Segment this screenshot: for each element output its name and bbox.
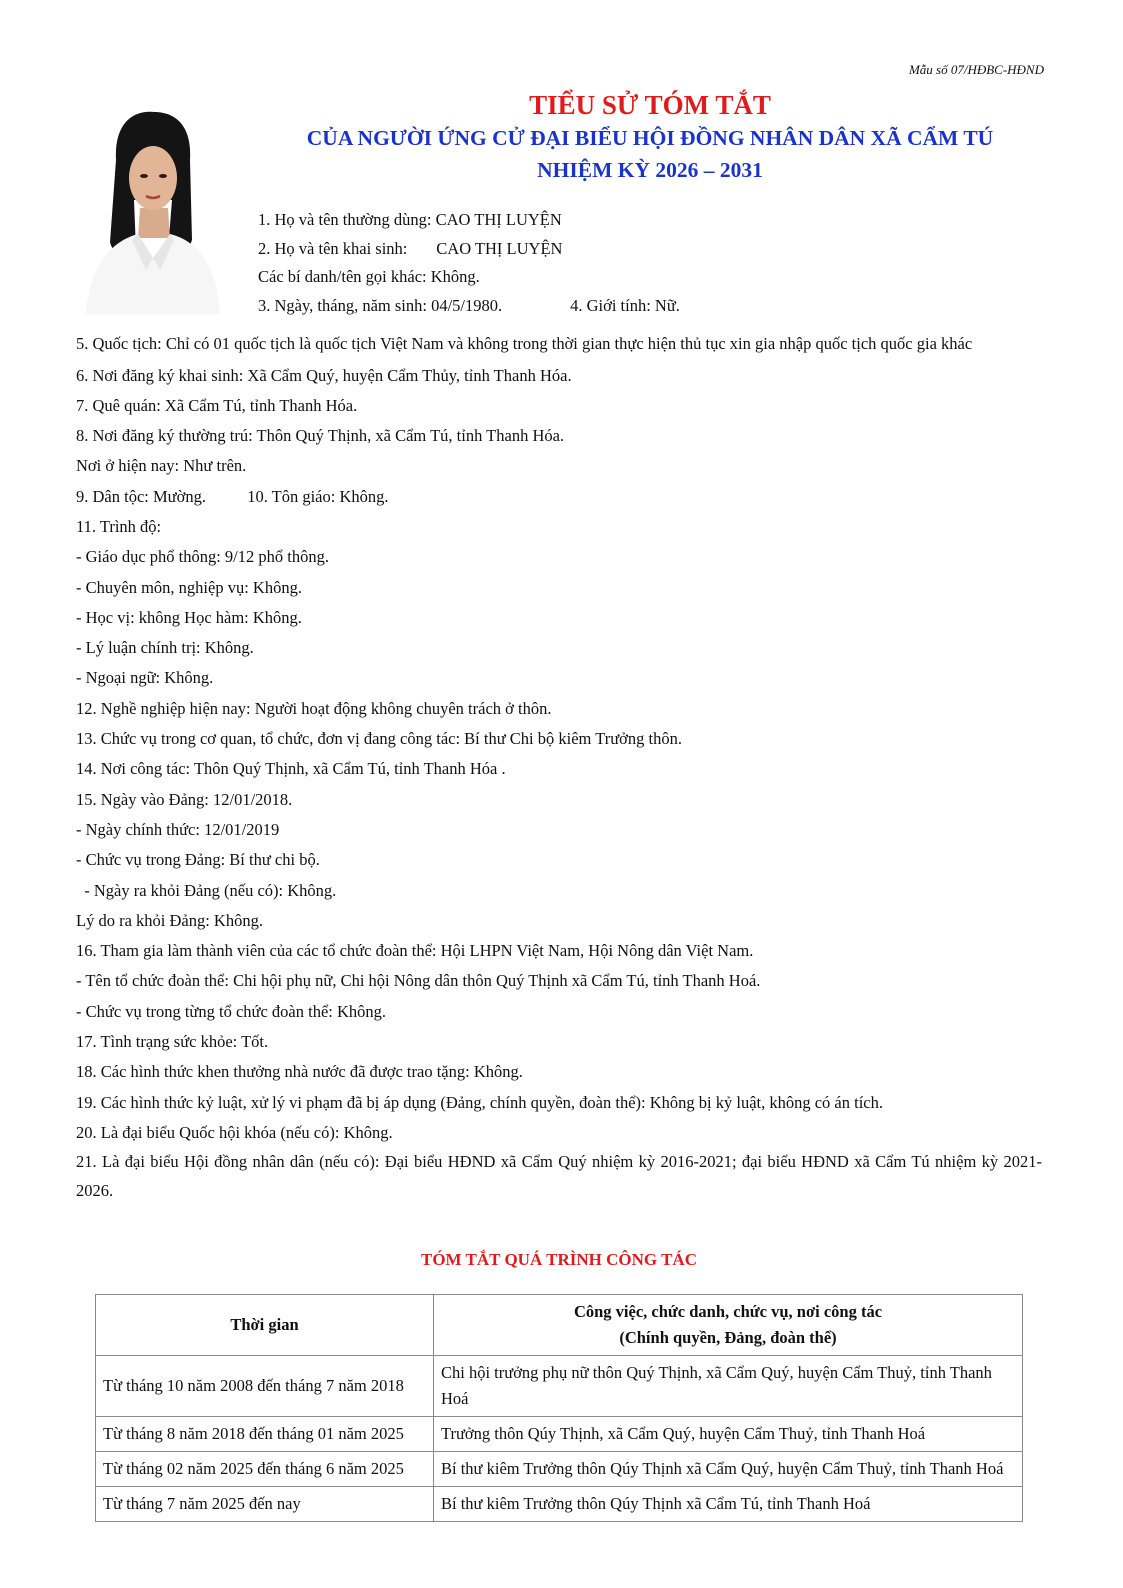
bio-item-degree: - Học vị: không Học hàm: Không. [76,607,302,627]
bio-item-workplace: 14. Nơi công tác: Thôn Quý Thịnh, xã Cẩm Tú, tỉnh Thanh Hóa . [76,759,506,779]
bio-item-party-position: - Chức vụ trong Đảng: Bí thư chi bộ. [76,850,320,870]
bio-item-party-official-date: - Ngày chính thức: 12/01/2019 [76,819,280,839]
dob-gender-row [258,292,680,321]
table-row [96,1417,1023,1452]
table-header-row [96,1295,1023,1356]
bio-item-awards: 18. Các hình thức khen thưởng nhà nước đã được trao tặng: Không. [76,1062,523,1082]
bio-item-peoples-council: 21. Là đại biểu Hội đồng nhân dân (nếu có): Đại biểu HĐND xã Cẩm Quý nhiệm kỳ 2016-2021; đại biểu HĐND xã Cẩm Tú nhiệm kỳ 2021-2026. [76,1152,1042,1200]
work-history-title: TÓM TẮT QUÁ TRÌNH CÔNG TÁC [421,1250,697,1269]
gender: 4. Giới tính: Nữ. [570,295,680,315]
table-row [96,1452,1023,1487]
row-time: Từ tháng 02 năm 2025 đến tháng 6 năm 2025 [96,1452,434,1487]
row-position: Chi hội trưởng phụ nữ thôn Quý Thịnh, xã Cẩm Quý, huyện Cẩm Thuỷ, tỉnh Thanh Hoá [434,1356,1023,1417]
portrait-photo [76,90,225,314]
bio-item-general-education: - Giáo dục phổ thông: 9/12 phổ thông. [76,547,329,567]
bio-item-nationality: 5. Quốc tịch: Chỉ có 01 quốc tịch là quốc tịch Việt Nam và không trong thời gian thực hiện thủ tục xin gia nhập quốc tịch quốc gia khác [76,334,973,353]
bio-item-party-leave-date: - Ngày ra khỏi Đảng (nếu có): Không. [76,880,337,900]
bio-item-specialty: - Chuyên môn, nghiệp vụ: Không. [76,577,302,597]
bio-item-current-residence: Nơi ở hiện nay: Như trên. [76,456,247,476]
bio-item-permanent-residence: 8. Nơi đăng ký thường trú: Thôn Quý Thịnh, xã Cẩm Tú, tỉnh Thanh Hóa. [76,426,565,446]
aliases: Các bí danh/tên gọi khác: Không. [258,267,480,286]
work-history-table [95,1294,1023,1522]
bio-item-organizations: 16. Tham gia làm thành viên của các tổ chức đoàn thể: Hội LHPN Việt Nam, Hội Nông dân Việt Nam. [76,941,754,961]
bio-item-national-assembly: 20. Là đại biểu Quốc hội khóa (nếu có): Không. [76,1122,393,1142]
header-time: Thời gian [96,1295,434,1356]
term-line: NHIỆM KỲ 2026 – 2031 [537,158,763,182]
bio-item-birth-registration: 6. Nơi đăng ký khai sinh: Xã Cẩm Quý, huyện Cẩm Thủy, tỉnh Thanh Hóa. [76,365,572,385]
bio-item-political-theory: - Lý luận chính trị: Không. [76,638,254,658]
bio-item-organization-names: - Tên tổ chức đoàn thể: Chi hội phụ nữ, Chi hội Nông dân thôn Quý Thịnh xã Cẩm Tú, tỉnh Thanh Hoá. [76,971,761,991]
row-position: Bí thư kiêm Trưởng thôn Qúy Thịnh xã Cẩm Tú, tỉnh Thanh Hoá [434,1487,1023,1522]
bio-top-section [258,206,680,320]
table-row [96,1356,1023,1417]
bio-item-occupation: 12. Nghề nghiệp hiện nay: Người hoạt động không chuyên trách ở thôn. [76,698,552,718]
header-position [434,1295,1023,1356]
document-title: TIỂU SỬ TÓM TẮT [529,90,771,120]
table-row [96,1487,1023,1522]
bio-item-hometown: 7. Quê quán: Xã Cẩm Tú, tỉnh Thanh Hóa. [76,395,358,415]
document-subtitle: CỦA NGƯỜI ỨNG CỬ ĐẠI BIỂU HỘI ĐỒNG NHÂN DÂN XÃ CẨM TÚ [306,126,994,150]
row-time: Từ tháng 8 năm 2018 đến tháng 01 năm 2025 [96,1417,434,1452]
document-title-block [230,88,1070,186]
date-of-birth: 3. Ngày, tháng, năm sinh: 04/5/1980. [258,295,503,315]
bio-item-party-join-date: 15. Ngày vào Đảng: 12/01/2018. [76,789,293,809]
bio-item-discipline: 19. Các hình thức kỷ luật, xử lý vi phạm đã bị áp dụng (Đảng, chính quyền, đoàn thể): Không bị kỷ luật, không có án tích. [76,1092,883,1112]
birth-name: 2. Họ và tên khai sinh: CAO THỊ LUYỆN [258,238,563,258]
row-position: Trưởng thôn Qúy Thịnh, xã Cẩm Quý, huyện Cẩm Thuỷ, tỉnh Thanh Hoá [434,1417,1023,1452]
row-time: Từ tháng 10 năm 2008 đến tháng 7 năm 2018 [96,1356,434,1417]
header-position-line1: Công việc, chức danh, chức vụ, nơi công tác [573,1302,883,1321]
row-position: Bí thư kiêm Trưởng thôn Qúy Thịnh xã Cẩm Quý, huyện Cẩm Thuỷ, tỉnh Thanh Hoá [434,1452,1023,1487]
form-code: Mẫu số 07/HĐBC-HĐND [908,62,1044,77]
header-position-line2: (Chính quyền, Đảng, đoàn thể) [619,1328,837,1347]
bio-main-section [76,330,1042,1207]
bio-item-foreign-language: - Ngoại ngữ: Không. [76,668,214,688]
row-time: Từ tháng 7 năm 2025 đến nay [96,1487,434,1522]
common-name: 1. Họ và tên thường dùng: CAO THỊ LUYỆN [258,210,562,229]
bio-item-organization-positions: - Chức vụ trong từng tổ chức đoàn thể: Không. [76,1001,387,1021]
bio-item-position: 13. Chức vụ trong cơ quan, tổ chức, đơn vị đang công tác: Bí thư Chi bộ kiêm Trưởng thôn. [76,729,682,749]
bio-item-education-heading: 11. Trình độ: [76,516,162,536]
bio-item-party-leave-reason: Lý do ra khỏi Đảng: Không. [76,910,263,930]
bio-item-ethnicity-religion: 9. Dân tộc: Mường. 10. Tôn giáo: Không. [76,486,389,506]
bio-item-health: 17. Tình trạng sức khỏe: Tốt. [76,1032,269,1052]
portrait-image [76,90,225,314]
